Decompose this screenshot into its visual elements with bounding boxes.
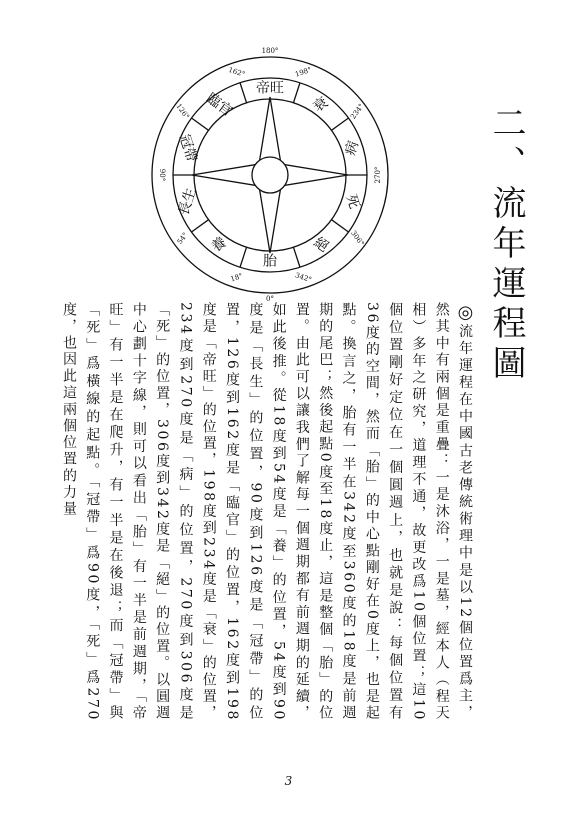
degree-label: 126° bbox=[174, 102, 191, 121]
sector-divider bbox=[240, 247, 246, 267]
stage-label: 帝旺 bbox=[256, 80, 284, 97]
annual-fortune-wheel-diagram bbox=[130, 40, 410, 310]
sector-divider bbox=[192, 118, 209, 130]
sector-divider bbox=[293, 83, 299, 103]
degree-label: 54° bbox=[175, 231, 190, 246]
paragraph-marker: ◎ bbox=[455, 302, 476, 323]
stage-label: 養 bbox=[208, 234, 230, 256]
degree-label: 234° bbox=[349, 102, 366, 121]
page-number: 3 bbox=[284, 774, 293, 788]
stage-label: 死 bbox=[342, 192, 363, 211]
stage-label: 臨官 bbox=[203, 90, 236, 120]
degree-label: 180° bbox=[261, 47, 279, 55]
sector-divider bbox=[192, 220, 209, 232]
degree-label: 342° bbox=[294, 271, 313, 285]
degree-label: 90° bbox=[158, 168, 166, 182]
sector-divider bbox=[331, 220, 348, 232]
stage-label: 衰 bbox=[310, 94, 332, 116]
body-text bbox=[60, 302, 477, 722]
sector-divider bbox=[240, 83, 246, 103]
sector-divider bbox=[293, 247, 299, 267]
section-title: 二、流年運程圖 bbox=[486, 105, 526, 385]
paragraph-text: 流年運程在中國古老傳統術理中是以12個位置爲主，然其中有兩個是重疊：一是沐浴，一是墓，經本人（程天相）多年之研究，道理不通，故更改爲10個位置；這10個位置剛好定位在一個圓週上，也就是說：每個位置有36度的空間，然而「胎」的中心點剛好在0度上，也是起點。換言之，胎有一半在342度至360度的18度是前週期的尾巴；然後起點0度至18度止，這是整個「胎」的位置。由此可以讓我們了解每一個週期都有前週期的延續，如此後推。從18度到54度是「養」的位置，54度到90度是「長生」的位置，90度到126度是「冠帶」的位置，126度到162度是「臨官」的位置，162度到198度是「帝旺」的位置，198度到234度是「衰」的位置，234度到270度是「病」的位置，270度到306度是「死」的位置，306度到342度是「絕」的位置。以圓週中心劃十字線，則可以看出「胎」有一半是前週期，「帝旺」有一半是在爬升，有一半是在後退；而「冠帶」與「死」爲橫線的起點。「冠帶」爲90度，「死」爲270度，也因此這兩個位置的力量 bbox=[60, 302, 473, 722]
stage-label: 長生 bbox=[175, 185, 200, 218]
degree-label: 306° bbox=[349, 229, 366, 248]
body-paragraph bbox=[57, 302, 477, 722]
center-circle bbox=[252, 157, 288, 193]
degree-label: 162° bbox=[227, 65, 246, 79]
stage-label: 胎 bbox=[263, 253, 277, 270]
stage-label: 絕 bbox=[310, 234, 332, 256]
sector-divider bbox=[331, 118, 348, 130]
degree-label: 0° bbox=[266, 295, 274, 303]
degree-label: 18° bbox=[229, 271, 244, 284]
degree-label: 198° bbox=[294, 65, 313, 79]
stage-label: 冠帶 bbox=[175, 132, 200, 165]
degree-label: 270° bbox=[374, 166, 382, 184]
stage-label: 病 bbox=[342, 139, 363, 158]
